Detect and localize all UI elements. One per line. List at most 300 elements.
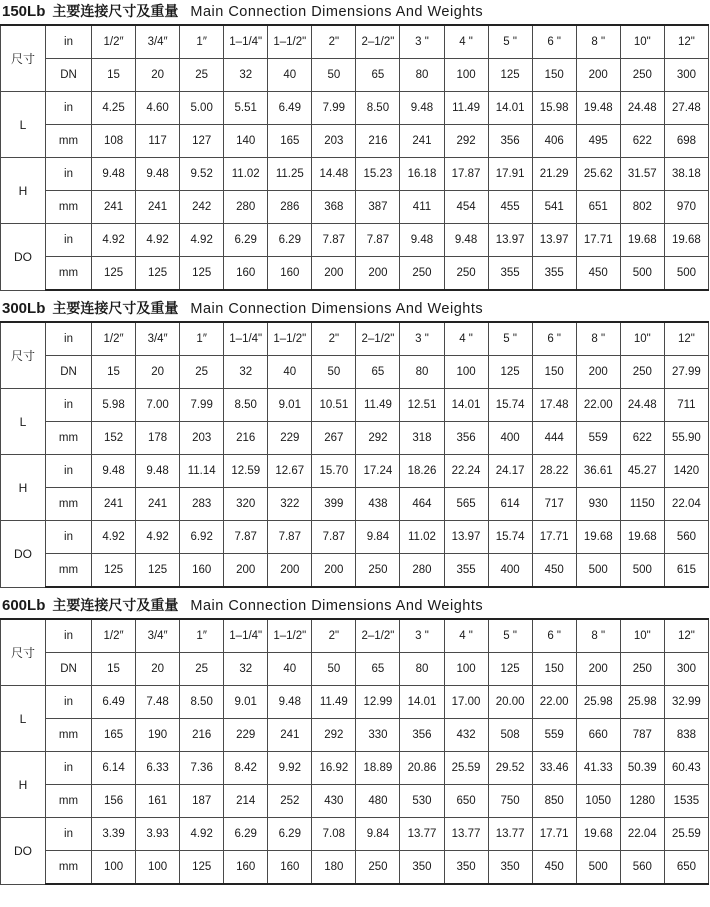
unit-label: mm [46,554,92,588]
table-cell: 356 [488,125,532,158]
table-cell: 241 [136,488,180,521]
dimension-group-label: H [1,455,46,521]
table-cell: 32.99 [664,686,708,719]
unit-label: in [46,752,92,785]
table-cell: 9.01 [224,686,268,719]
table-cell: 280 [224,191,268,224]
table-cell: 28.22 [532,455,576,488]
table-cell: 12.99 [356,686,400,719]
size-header-cell: 2–1/2" [356,25,400,59]
table-cell: 187 [180,785,224,818]
table-cell: 160 [268,257,312,291]
table-cell: 203 [312,125,356,158]
table-cell: 160 [180,554,224,588]
table-cell: 530 [400,785,444,818]
table-cell: 22.04 [664,488,708,521]
size-header-cell: 1–1/4" [224,619,268,653]
size-header-cell: 5 " [488,322,532,356]
size-header-cell: 80 [400,59,444,92]
table-cell: 650 [444,785,488,818]
unit-label: in [46,455,92,488]
table-cell: 614 [488,488,532,521]
table-cell: 17.48 [532,389,576,422]
table-cell: 17.00 [444,686,488,719]
table-cell: 165 [268,125,312,158]
table-cell: 11.49 [356,389,400,422]
table-cell: 7.08 [312,818,356,851]
table-cell: 9.48 [136,158,180,191]
table-cell: 387 [356,191,400,224]
table-cell: 250 [356,851,400,885]
table-cell: 4.92 [180,224,224,257]
table-cell: 33.46 [532,752,576,785]
table-cell: 10.51 [312,389,356,422]
table-cell: 50.39 [620,752,664,785]
size-header-cell: 6 " [532,25,576,59]
table-cell: 11.14 [180,455,224,488]
table-row [1,719,709,752]
table-cell: 203 [180,422,224,455]
table-cell: 161 [136,785,180,818]
size-header-cell: 50 [312,356,356,389]
table-cell: 13.97 [488,224,532,257]
size-header-cell: 150 [532,356,576,389]
section-150lb [0,0,710,291]
table-cell: 125 [180,851,224,885]
size-header-cell: 2" [312,619,356,653]
table-cell: 565 [444,488,488,521]
size-header-cell: 50 [312,653,356,686]
table-row [1,818,709,851]
table-cell: 330 [356,719,400,752]
size-header-cell: 200 [576,59,620,92]
table-cell: 25.62 [576,158,620,191]
table-cell: 17.91 [488,158,532,191]
table-cell: 229 [268,422,312,455]
unit-label: mm [46,125,92,158]
title-english: Main Connection Dimensions And Weights [190,598,484,614]
table-cell: 190 [136,719,180,752]
size-header-cell: 15 [92,59,136,92]
size-header-cell: 300 [664,653,708,686]
table-cell: 25.59 [444,752,488,785]
dimension-group-label: L [1,686,46,752]
table-cell: 17.24 [356,455,400,488]
unit-label: in [46,158,92,191]
table-cell: 16.18 [400,158,444,191]
table-cell: 356 [400,719,444,752]
table-cell: 292 [312,719,356,752]
table-cell: 286 [268,191,312,224]
table-cell: 241 [92,191,136,224]
table-cell: 350 [488,851,532,885]
table-cell: 464 [400,488,444,521]
table-cell: 22.04 [620,818,664,851]
table-cell: 252 [268,785,312,818]
table-cell: 22.24 [444,455,488,488]
size-header-cell: 32 [224,356,268,389]
table-cell: 6.92 [180,521,224,554]
table-row [1,785,709,818]
size-header-cell: 20 [136,356,180,389]
table-cell: 250 [356,554,400,588]
table-cell: 438 [356,488,400,521]
table-cell: 559 [532,719,576,752]
title-english: Main Connection Dimensions And Weights [190,301,484,317]
table-cell: 8.50 [356,92,400,125]
table-cell: 7.87 [312,521,356,554]
size-header-cell: 65 [356,653,400,686]
table-cell: 9.84 [356,521,400,554]
size-header-cell: 1–1/4" [224,322,268,356]
table-cell: 241 [268,719,312,752]
table-row [1,686,709,719]
unit-label: in [46,92,92,125]
table-cell: 9.48 [400,92,444,125]
table-cell: 165 [92,719,136,752]
title-english: Main Connection Dimensions And Weights [190,4,484,20]
table-cell: 717 [532,488,576,521]
pressure-class-label: 150Lb [2,3,46,20]
table-row [1,521,709,554]
size-header-cell: 3/4″ [136,25,180,59]
table-cell: 7.48 [136,686,180,719]
size-header-cell: 1–1/2" [268,25,312,59]
size-header-cell: 10" [620,619,664,653]
table-cell: 19.68 [576,521,620,554]
size-header-cell: 1–1/4" [224,25,268,59]
table-cell: 11.49 [444,92,488,125]
unit-label: mm [46,851,92,885]
table-cell: 13.77 [400,818,444,851]
table-cell: 500 [576,554,620,588]
table-row [1,25,709,59]
table-cell: 24.48 [620,389,664,422]
table-cell: 6.29 [268,818,312,851]
table-cell: 17.71 [576,224,620,257]
table-cell: 283 [180,488,224,521]
table-cell: 45.27 [620,455,664,488]
table-cell: 8.50 [224,389,268,422]
section-heading [0,0,710,24]
table-cell: 19.68 [620,224,664,257]
table-cell: 140 [224,125,268,158]
table-cell: 750 [488,785,532,818]
table-cell: 13.97 [444,521,488,554]
table-cell: 27.48 [664,92,708,125]
table-row [1,619,709,653]
table-cell: 399 [312,488,356,521]
table-cell: 108 [92,125,136,158]
size-header-cell: 125 [488,653,532,686]
table-cell: 6.49 [268,92,312,125]
table-cell: 12.59 [224,455,268,488]
size-header-cell: 200 [576,653,620,686]
table-cell: 22.00 [532,686,576,719]
table-cell: 41.33 [576,752,620,785]
table-cell: 4.92 [136,224,180,257]
table-row [1,158,709,191]
table-cell: 787 [620,719,664,752]
table-cell: 7.99 [312,92,356,125]
table-cell: 4.60 [136,92,180,125]
size-header-cell: 1″ [180,619,224,653]
table-cell: 160 [224,851,268,885]
unit-label: DN [46,653,92,686]
table-cell: 9.52 [180,158,224,191]
size-header-cell: 100 [444,59,488,92]
table-cell: 615 [664,554,708,588]
table-cell: 125 [136,554,180,588]
table-cell: 24.48 [620,92,664,125]
table-cell: 7.99 [180,389,224,422]
size-header-cell: 12" [664,322,708,356]
table-cell: 508 [488,719,532,752]
table-cell: 660 [576,719,620,752]
dimensions-table [0,618,709,885]
table-cell: 8.42 [224,752,268,785]
size-header-cell: 5 " [488,619,532,653]
unit-label: mm [46,422,92,455]
table-cell: 280 [400,554,444,588]
table-row [1,851,709,885]
table-cell: 125 [180,257,224,291]
table-row [1,224,709,257]
table-cell: 3.93 [136,818,180,851]
table-cell: 11.02 [224,158,268,191]
size-header-cell: 80 [400,356,444,389]
table-cell: 400 [488,554,532,588]
table-cell: 838 [664,719,708,752]
table-cell: 7.87 [224,521,268,554]
size-header-cell: 1″ [180,25,224,59]
size-header-cell: 10" [620,322,664,356]
table-cell: 200 [312,554,356,588]
size-header-cell: 1/2″ [92,322,136,356]
table-cell: 117 [136,125,180,158]
size-header-cell: 4 " [444,322,488,356]
table-row [1,422,709,455]
table-cell: 13.97 [532,224,576,257]
table-cell: 6.33 [136,752,180,785]
table-cell: 19.68 [576,818,620,851]
table-cell: 152 [92,422,136,455]
table-cell: 350 [400,851,444,885]
table-row [1,455,709,488]
size-header-cell: 80 [400,653,444,686]
table-row [1,322,709,356]
table-cell: 178 [136,422,180,455]
table-cell: 241 [92,488,136,521]
table-cell: 12.51 [400,389,444,422]
table-cell: 541 [532,191,576,224]
size-header-cell: 300 [664,59,708,92]
table-cell: 9.01 [268,389,312,422]
table-cell: 22.00 [576,389,620,422]
size-header-cell: 8 " [576,322,620,356]
title-chinese: 主要连接尺寸及重量 [52,301,179,317]
table-cell: 21.29 [532,158,576,191]
size-header-cell: 25 [180,356,224,389]
section-300lb [0,297,710,588]
size-header-cell: 2–1/2" [356,619,400,653]
pressure-class-label: 300Lb [2,300,46,317]
size-header-cell: 3/4″ [136,619,180,653]
size-header-cell: 1–1/2" [268,322,312,356]
table-cell: 651 [576,191,620,224]
size-header-cell: 65 [356,59,400,92]
size-header-cell: 3 " [400,25,444,59]
size-header-cell: 100 [444,653,488,686]
table-cell: 292 [444,125,488,158]
table-cell: 180 [312,851,356,885]
table-cell: 450 [532,554,576,588]
table-cell: 318 [400,422,444,455]
table-cell: 5.98 [92,389,136,422]
table-row [1,59,709,92]
table-cell: 698 [664,125,708,158]
table-row [1,554,709,588]
table-cell: 24.17 [488,455,532,488]
table-cell: 500 [620,257,664,291]
table-cell: 4.92 [92,224,136,257]
table-cell: 241 [136,191,180,224]
table-cell: 36.61 [576,455,620,488]
size-header-cell: 12" [664,619,708,653]
table-cell: 9.48 [268,686,312,719]
table-cell: 15.70 [312,455,356,488]
table-cell: 38.18 [664,158,708,191]
table-cell: 19.48 [576,92,620,125]
table-cell: 15.74 [488,389,532,422]
table-cell: 1535 [664,785,708,818]
table-cell: 500 [620,554,664,588]
size-header-cell: 3 " [400,322,444,356]
table-row [1,389,709,422]
table-cell: 322 [268,488,312,521]
table-row [1,488,709,521]
table-cell: 7.87 [312,224,356,257]
unit-label: mm [46,191,92,224]
table-cell: 25.98 [620,686,664,719]
table-cell: 11.02 [400,521,444,554]
size-header-cell: 125 [488,356,532,389]
table-cell: 7.87 [356,224,400,257]
table-cell: 711 [664,389,708,422]
table-cell: 850 [532,785,576,818]
table-cell: 6.14 [92,752,136,785]
table-cell: 250 [400,257,444,291]
unit-label: mm [46,719,92,752]
size-header-cell: 6 " [532,322,576,356]
table-cell: 6.29 [268,224,312,257]
table-cell: 432 [444,719,488,752]
table-cell: 650 [664,851,708,885]
table-cell: 9.48 [92,158,136,191]
size-header-cell: 40 [268,653,312,686]
table-cell: 17.87 [444,158,488,191]
dimensions-table [0,321,709,588]
table-cell: 450 [576,257,620,291]
pressure-class-label: 600Lb [2,597,46,614]
table-row [1,356,709,389]
table-cell: 411 [400,191,444,224]
unit-label: in [46,619,92,653]
table-cell: 9.48 [92,455,136,488]
table-cell: 25.98 [576,686,620,719]
table-cell: 802 [620,191,664,224]
table-cell: 450 [532,851,576,885]
title-chinese: 主要连接尺寸及重量 [52,598,179,614]
table-cell: 214 [224,785,268,818]
table-cell: 12.67 [268,455,312,488]
dimension-group-label: DO [1,521,46,588]
title-chinese: 主要连接尺寸及重量 [52,4,179,20]
table-cell: 216 [180,719,224,752]
size-header-cell: 12" [664,25,708,59]
table-cell: 200 [224,554,268,588]
table-cell: 60.43 [664,752,708,785]
table-cell: 13.77 [488,818,532,851]
table-cell: 200 [312,257,356,291]
table-cell: 100 [136,851,180,885]
table-cell: 9.48 [136,455,180,488]
table-cell: 11.49 [312,686,356,719]
table-cell: 19.68 [620,521,664,554]
table-cell: 355 [532,257,576,291]
table-row [1,191,709,224]
size-label: 尺寸 [1,25,46,92]
size-header-cell: 65 [356,356,400,389]
unit-label: in [46,389,92,422]
table-cell: 127 [180,125,224,158]
table-row [1,257,709,291]
table-cell: 7.00 [136,389,180,422]
table-cell: 480 [356,785,400,818]
table-cell: 8.50 [180,686,224,719]
table-cell: 229 [224,719,268,752]
size-header-cell: 25 [180,653,224,686]
size-header-cell: 250 [620,653,664,686]
table-cell: 100 [92,851,136,885]
table-cell: 55.90 [664,422,708,455]
table-cell: 970 [664,191,708,224]
unit-label: mm [46,488,92,521]
size-header-cell: 1/2″ [92,25,136,59]
table-cell: 406 [532,125,576,158]
table-row [1,752,709,785]
dimension-group-label: L [1,389,46,455]
table-cell: 6.29 [224,818,268,851]
unit-label: DN [46,59,92,92]
table-cell: 1280 [620,785,664,818]
table-cell: 355 [488,257,532,291]
size-header-cell: 1–1/2" [268,619,312,653]
table-cell: 560 [664,521,708,554]
size-header-cell: 32 [224,59,268,92]
size-header-cell: 2–1/2" [356,322,400,356]
dimensions-table [0,24,709,291]
size-header-cell: 125 [488,59,532,92]
size-header-cell: 1/2″ [92,619,136,653]
table-cell: 250 [444,257,488,291]
table-cell: 200 [356,257,400,291]
table-cell: 9.48 [400,224,444,257]
table-cell: 267 [312,422,356,455]
section-heading [0,297,710,321]
table-cell: 4.92 [92,521,136,554]
table-cell: 19.68 [664,224,708,257]
